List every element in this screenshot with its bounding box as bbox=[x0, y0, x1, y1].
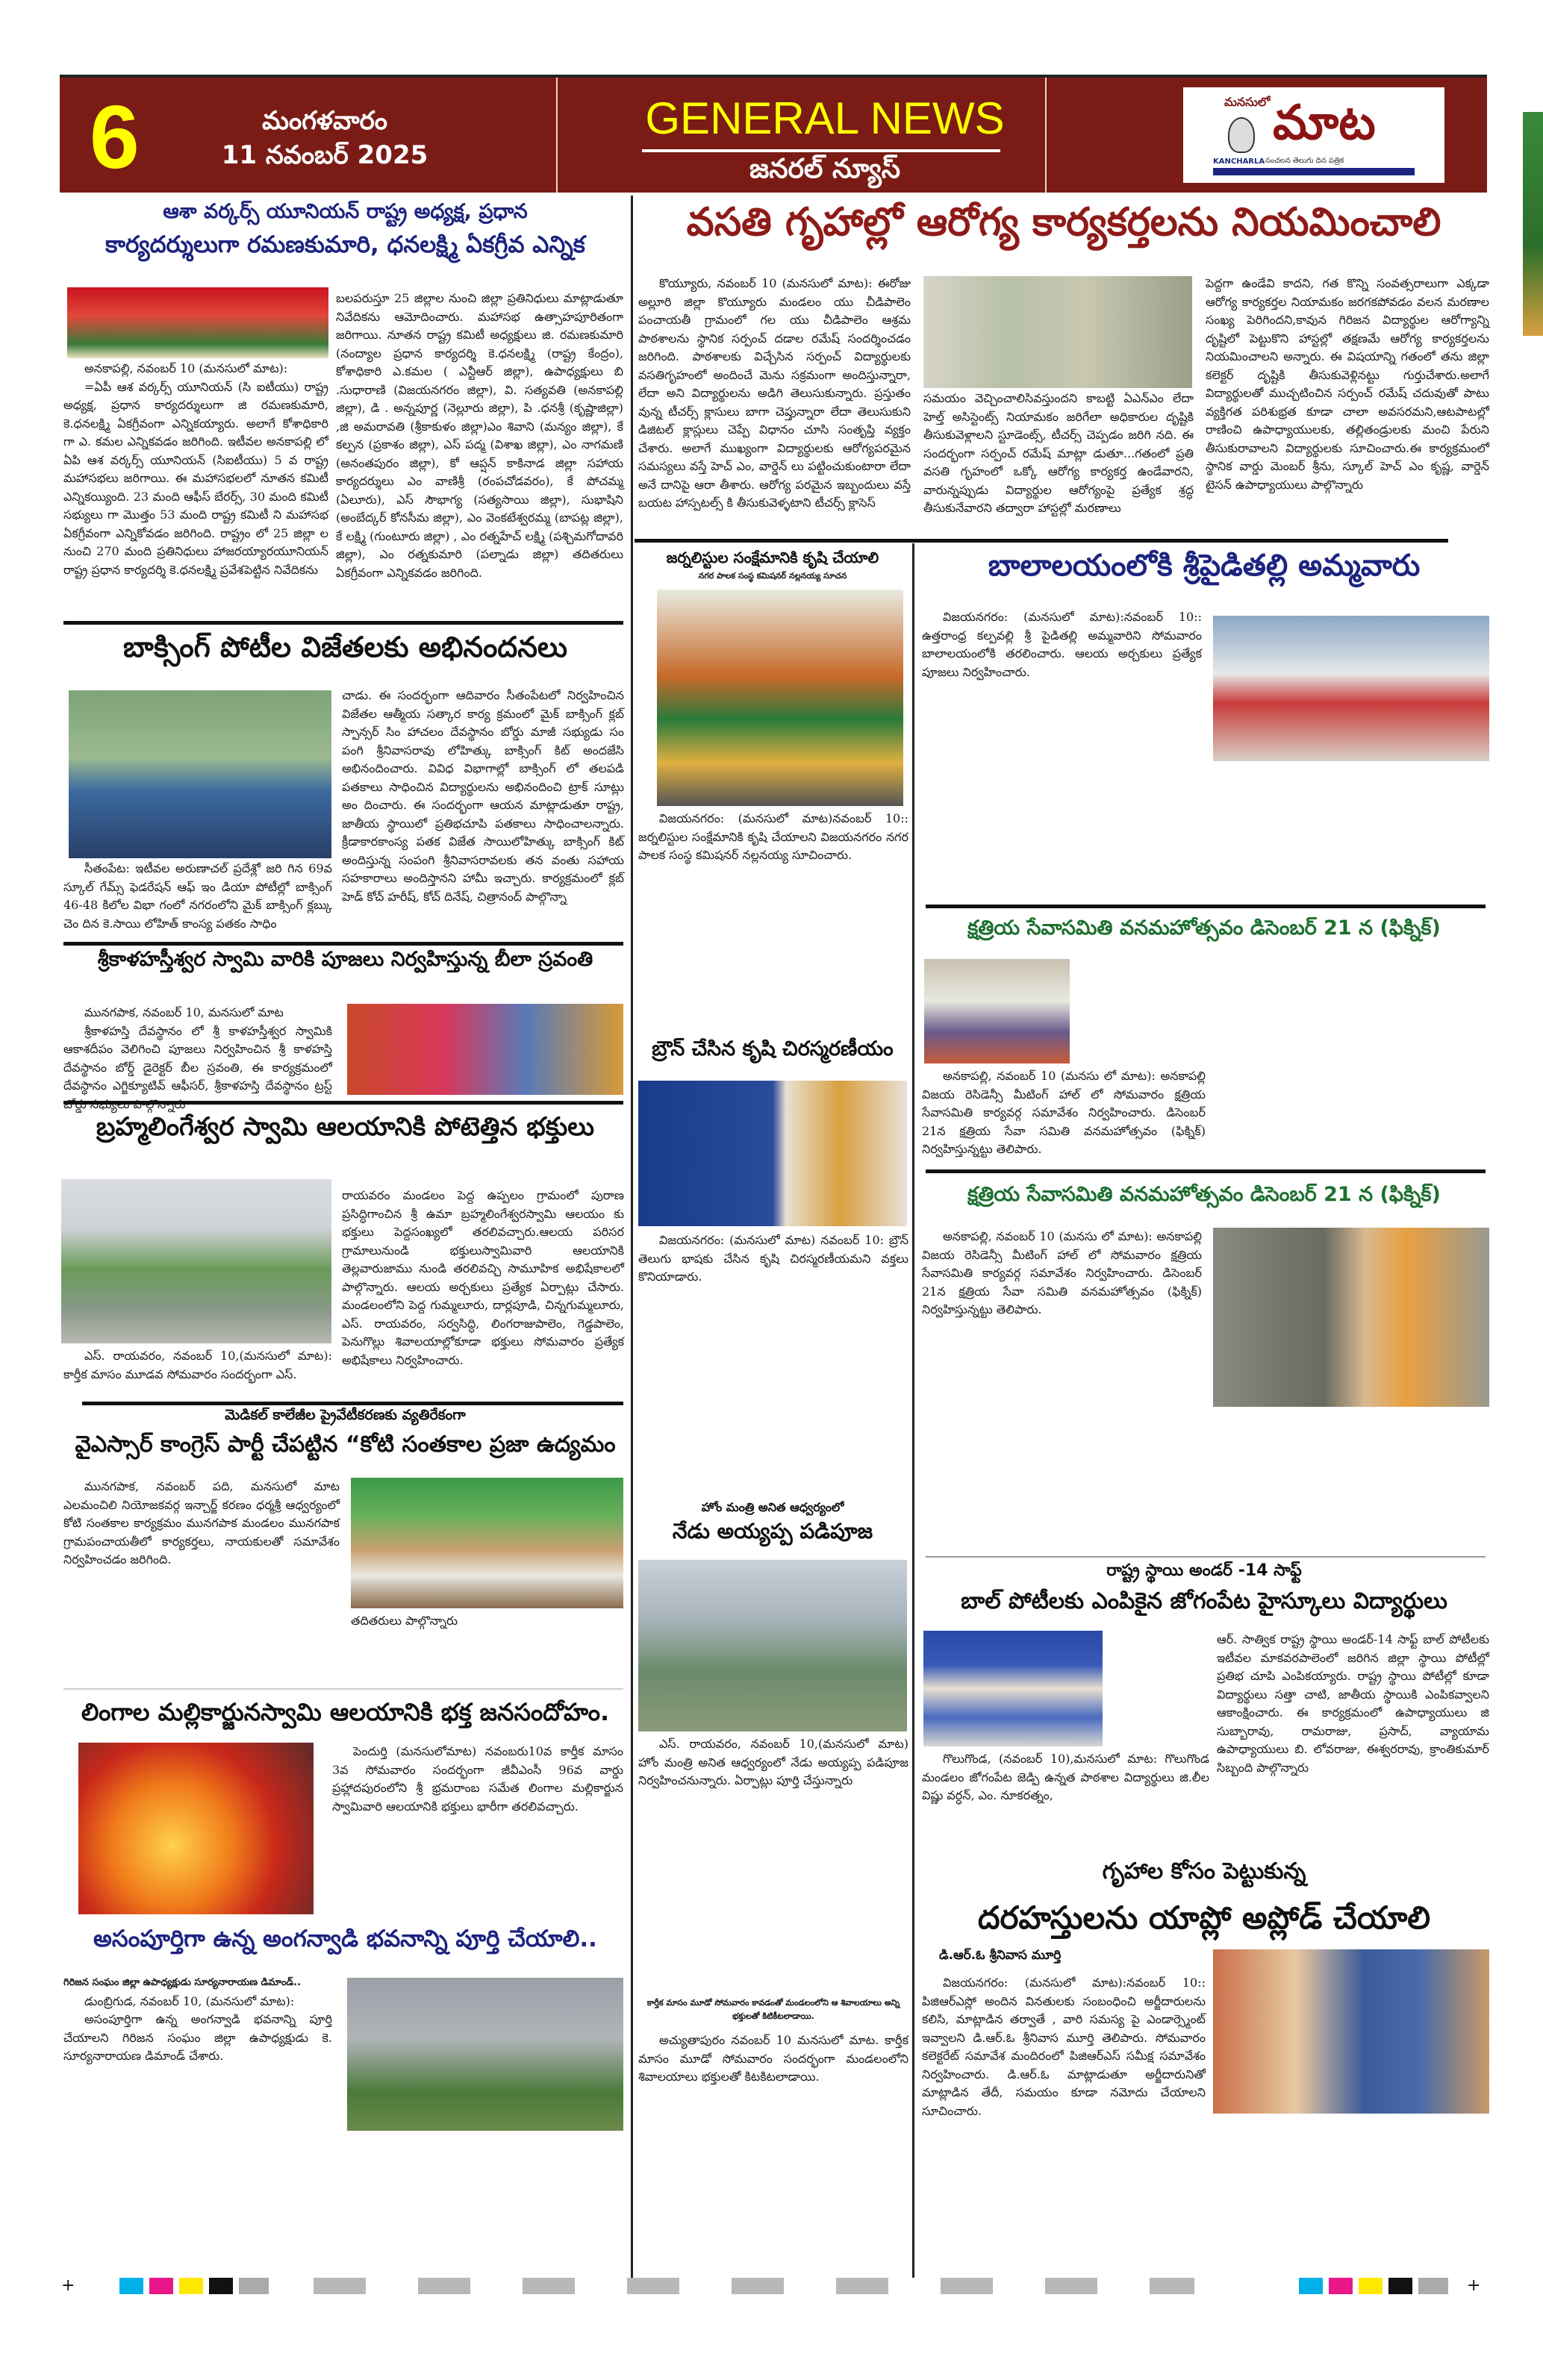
kshatriya2-photo bbox=[1213, 1228, 1489, 1407]
logo-bar bbox=[1213, 168, 1415, 175]
color-bar bbox=[1299, 2278, 1448, 2294]
divider bbox=[926, 1556, 1486, 1558]
anitha-text: ఎస్. రాయవరం, నవంబర్ 10,(మనసులో మాట) హోం మంత్రి అనిత ఆధ్వర్యంలో నేడు అయ్యప్ప పడిపూజ నిర్వహించనున్నారు. ఏర్పాట్లు పూర్తి చేస్తున్నారు bbox=[638, 1737, 908, 1787]
softball-headline: బాల్ పోటీలకు ఎంపికైన జోగంపేట హైస్కూలు విద్యార్థులు bbox=[961, 1588, 1447, 1614]
lingala-body bbox=[332, 1743, 623, 1914]
balalayam-text: విజయనగరం: (మనసులో మాట):నవంబర్ 10:: ఉత్తరాంధ్ర కల్పవల్లి శ్రీ పైడితల్లి అమ్మవారిని సోమవారం బాలాలయంలోకి తరలించారు. ఆలయ అర్చకులు ప్రత్యేక పూజలు నిర్వహించారు. bbox=[922, 610, 1202, 679]
softball-photo bbox=[923, 1631, 1103, 1746]
section-title-te: జనరల్ న్యూస్ bbox=[749, 154, 901, 184]
hostel-photo bbox=[923, 276, 1192, 388]
hostel-text: కొయ్యూరు, నవంబర్ 10 (మనసులో మాట): ఈరోజు అల్లూరి జిల్లా కొయ్యూరు మండలం యు చీడిపాలెం పంచాయతీ గ్రామంలో గల యు చీడిపాలెం ఆశ్రమ పాఠశాలను స్థానిక సర్పంచ్ దడాల రమేష్ సందర్శించడం జరిగింది. పాఠశాలకు విచ్చేసిన సర్పంచ్ విద్యార్థులకు వసతిగృహంలో అందించే మెను సక్రమంగా అందిస్తున్నారా, లేదా అని విద్యార్థులను అడిగి తెలుసుకున్నారు. ప్రస్తుతం వున్న టీచర్స్ క్లాసులు బాగా చెప్తున్నారా లేదా తెలుసుకుని డిజిటల్ క్లాస్లులు చెప్పే విధానం చూసి సంతృప్తి వ్యక్తం చేశారు. అలాగే ముఖ్యంగా విద్యార్థులకు ఆరోగ్యపరమైన సమస్యలు వస్తే హెచ్ ఎం, వార్డెన్ లు పట్టించుకుంటారా లేదా అనే దానిపై ఆరా తీశారు. ఆరోగ్య పరమైన ఇబ్బందులు వస్తే బయట హాస్పటల్స్ కి తీసుకువెళ్ళటాని టీచర్స్ క్లాసెస్ bbox=[638, 276, 911, 510]
divider bbox=[642, 149, 1000, 152]
hostel-headline: వసతి గృహాల్లో ఆరోగ్య కార్యకర్తలను నియమించాలి bbox=[686, 200, 1441, 245]
balalayam-photo bbox=[1213, 616, 1489, 761]
divider bbox=[63, 1101, 623, 1105]
grihala-kicker: గృహాల కోసం పెట్టుకున్న bbox=[1102, 1858, 1306, 1884]
anitha-headline: నేడు అయ్యప్ప పడిపూజ bbox=[672, 1519, 873, 1543]
logo-tagline: సంచలన తెలుగు దిన పత్రిక bbox=[1265, 157, 1344, 165]
grihala-headline: దరహస్తులను యాప్లో అప్లోడ్ చేయాలి bbox=[977, 1899, 1431, 1936]
kshatriya1-headline: క్షత్రియ సేవాసమితి వనమహోత్సవం డిసెంబర్ 21 న (ఫిక్నిక్) bbox=[967, 916, 1441, 940]
ysrcp-text: మునగపాక, నవంబర్ పది, మనసులో మాట ఎలమంచిలి నియోజకవర్గ ఇన్చార్జ్ కరణం ధర్మశ్రీ ఆధ్వర్యంలో కోటి సంతకాల కార్యక్రమం మునగపాక మండలం మునగపాక గ్రామపంచాయతీలో కార్యకర్తలు, నాయకులతో సమావేశం నిర్వహించడం జరిగింది. bbox=[63, 1479, 340, 1567]
brown-text: విజయనగరం: (మనసులో మాట) నవంబర్ 10: బ్రౌన్ తెలుగు భాషకు చేసిన కృషి చిరస్మరణీయమని వక్తలు కొనియాడారు. bbox=[638, 1233, 908, 1284]
softball-kicker: రాష్ట్ర స్థాయి అండర్ -14 సాఫ్ట్ bbox=[1106, 1561, 1302, 1580]
gray-bar bbox=[314, 2278, 1194, 2294]
brahma-photo bbox=[61, 1179, 331, 1343]
masthead bbox=[60, 75, 1487, 193]
srikalahasti-text: శ్రీకాళహస్తి దేవస్థానం లో శ్రీ కాళహస్తీశ్వర స్వామికి ఆకాశదీపం వెలిగించి పూజలు నిర్వహించిన శ్రీ కాళహస్తి దేవస్థానం బోర్డ్ డైరెక్టర్ బీల స్రవంతి, ఈ కార్యక్రమంలో దేవస్థానం ఎగ్జిక్యూటివ్ ఆఫీసర్, శ్రీకాళహస్తి దేవస్థానం ట్రస్ట్ bbox=[63, 1023, 332, 1093]
anganwadi-text: అసంపూర్తిగా ఉన్న అంగన్వాడి భవనాన్ని పూర్తి చేయాలని గిరిజన సంఘం జిల్లా ఉపాధ్యక్షుడు కె. సూర్యనారాయణ డిమాండ్ చేశారు. bbox=[63, 2012, 332, 2063]
divider bbox=[926, 905, 1486, 908]
brahma-caption bbox=[63, 1347, 332, 1388]
karthika-body bbox=[638, 2031, 908, 2274]
brahma-headline: బ్రహ్మలింగేశ్వర స్వామి ఆలయానికి పోటెత్తిన భక్తులు bbox=[96, 1112, 595, 1142]
asha-body-1 bbox=[63, 360, 328, 613]
column-rule bbox=[912, 543, 914, 2278]
page-number: 6 bbox=[90, 87, 140, 187]
journalists-subhead: నగర పాలక సంస్థ కమిషనర్ నల్లనయ్య సూచన bbox=[698, 571, 847, 581]
divider bbox=[63, 621, 623, 625]
brahma-body bbox=[342, 1187, 624, 1388]
column-rule bbox=[631, 196, 633, 2278]
grihala-body bbox=[922, 1974, 1206, 2276]
hostel-col-1 bbox=[638, 275, 911, 536]
divider bbox=[1045, 78, 1047, 193]
karthika-text: అచ్యుతాపురం నవంబర్ 10 మనసులో మాట. కార్తీక మాసం మూడో సోమవారం సందర్భంగా మండలంలోని శివాలయాలు భక్తులతో కిటకిటలాడాయి. bbox=[638, 2033, 908, 2084]
anitha-kicker: హోం మంత్రి అనిత ఆధ్వర్యంలో bbox=[701, 1500, 844, 1514]
boxing-caption bbox=[63, 860, 332, 936]
hostel-col-2 bbox=[923, 390, 1194, 536]
srikalahasti-photo bbox=[347, 1004, 623, 1095]
newspaper-logo bbox=[1183, 87, 1444, 183]
hostel-text: పెద్దగా ఉండేవి కాదని, గత కొన్ని సంవత్సరాలుగా ఎక్కడా ఆరోగ్య కార్యకర్తల నియామకం జరగకపోవడం వలన మరణాల సంఖ్య పెరిగిందని,కావున గిరిజన విద్యార్థుల ఆరోగ్యాన్ని దృష్టిలో పెట్టుకొని హాస్టల్లో తక్షణమే ఆరోగ్య కార్యకర్తలను నియమించాలని అన్నారు. ఈ విషయాన్ని గతంలో తను జిల్లా కలెక్టర్ దృష్టికి తీసుకువెళ్లినట్టు గుర్తుచేశారు.అలాగే విద్యార్థులతో ముచ్చటించిన సర్పంచ్ రమేష్ చదువుతో పాటు వ్యక్తిగత పరిశుభ్రత కూడా చాలా అవసరమని,ఆటపాటల్లో రాణించి ఉపాధ్యాయులకు, తల్లితండ్రులకు మంచి పేరుని తీసుకురావాలని విద్యార్థులకు సూచించారు.ఈ కార్యక్రమంలో స్థానిక వార్డు మెంబర్ శ్రీను, స్కూల్ హెచ్ ఎం కృష్ణ, వార్డెన్ టైసన్ ఉపాధ్యాయులు పాల్గొన్నారు bbox=[1206, 276, 1489, 492]
hostel-text: సమయం వెచ్చించాలిసివస్తుందని కాబట్టి ఏఎన్ఎం లేదా హెల్త్ అసిస్టెంట్స్ నియామకం జరిగేలా అధికారుల దృష్టికి తీసుకువెళ్లాలని స్టూడెంట్స్, టీచర్స్ చెప్పడం జరిగి నది. ఈ సందర్భంగా సర్పంచ్ రమేష్ మాట్లా డుతూ...గతంలో ప్రతి వసతి గృహంలో ఒక్కో ఆరోగ్య కార్యకర్త ఉండేవారని, వారున్నప్పుడు విద్యార్థుల ఆరోగ్యంపై ప్రత్యేక శ్రద్ధ తీసుకునేవారని తద్వారా హాస్టల్లో మరణాలు bbox=[923, 391, 1194, 515]
section-title-en: GENERAL NEWS bbox=[645, 93, 1005, 143]
brahma-caption-text: ఎస్. రాయవరం, నవంబర్ 10,(మనసులో మాట): కార్తీక మాసం మూడవ సోమవారం సందర్భంగా ఎస్. bbox=[63, 1349, 332, 1381]
brown-photo bbox=[638, 1081, 907, 1226]
lingala-text: పెందుర్తి (మనసులోమాట) నవంబరు10వ కార్తీక మాసం 3వ సోమవారం సందర్భంగా జీవీఎంసీ 96వ వార్డు ప్రహ్లాదపురంలోని శ్రీ భ్రమరాంబ సమేత లింగాల మల్లికార్జున స్వామివారి ఆలయానికి భక్తులు భారీగా తరలివచ్చారు. bbox=[332, 1744, 623, 1814]
boxing-text: చాడు. ఈ సందర్భంగా ఆదివారం సీతంపేటలో నిర్వహించిన విజేతల ఆత్మీయ సత్కార కార్య క్రమంలో మైక్ బాక్సింగ్ క్లబ్ స్పాన్సర్ సిం హాచలం దేవస్థానం బోర్డు మాజీ సభ్యుడు సం పంగి శ్రీనివాసరావు లోహిత్కు బాక్సింగ్ కిట్ అందజేసి అభినందించారు. వివిధ విభాగాల్లో బాక్సింగ్ లో తలపడి పతకాలు సాధించిన విద్యార్థులను అభినందించి ట్రాక్ సూట్లు అం దించారు. ఈ సందర్భంగా ఆయన మాట్లాడుతూ రాష్ట్ర, జాతీయ స్థాయిలో ప్రతిభచూపి పతకాలు సాధించాలన్నారు. క్రీడాకారకాంస్య పతక విజేత సాయిలోహిత్కు బాక్సింగ్ కిట్ అందిస్తున్న సంపంగి శ్రీనివాసరావలకు తన వంతు సహాయ సహకారాలు అందిస్తానని హామీ ఇచ్చారు. కార్యక్రమంలో క్లబ్ హెడ్ కోచ్ హరీష్, కోచ్ దినేష్, చిత్రానంద్ పాల్గొన్నా bbox=[342, 688, 624, 904]
weekday: మంగళవారం bbox=[262, 106, 387, 136]
lingala-photo bbox=[78, 1743, 314, 1914]
founder-portrait-icon bbox=[1228, 117, 1255, 153]
asha-headline: కార్యదర్శులుగా రమణకుమారి, ధనలక్ష్మి ఏకగ్రీవ ఎన్నిక bbox=[105, 231, 585, 258]
ysrcp-caption bbox=[351, 1612, 623, 1679]
anganwadi-body bbox=[63, 1974, 332, 2273]
journalists-body bbox=[638, 810, 908, 1026]
ysrcp-body bbox=[63, 1478, 340, 1679]
anitha-photo bbox=[638, 1560, 907, 1731]
kshatriya1-body-left bbox=[922, 1067, 1206, 1161]
boxing-caption-text: సీతంపేట: ఇటీవల అరుణాచల్ ప్రదేశ్లో జరి గిన 69వ స్కూల్ గేమ్స్ ఫెడరేషన్ ఆఫ్ ఇం డియా పోటీల్లో బాక్సింగ్ 46-48 కిలోల విభా గంలో నగరంలోని మైక్ బాక్సింగ్ క్లబ్కు చెం దిన కె.సాయి లోహిత్ కాంస్య పతకం సాధిం bbox=[63, 861, 332, 931]
date-block bbox=[216, 104, 433, 172]
divider bbox=[556, 78, 558, 193]
ysrcp-kicker: మెడికల్ కాలేజీల ప్రైవేటీకరణకు వ్యతిరేకంగా bbox=[225, 1407, 466, 1423]
srikalahasti-headline: శ్రీకాళహస్తీశ్వర స్వామి వారికి పూజలు నిర్వహిస్తున్న బీలా స్రవంతి bbox=[97, 948, 593, 971]
softball-text: ఆర్. సాత్విక రాష్ట్ర స్థాయి అండర్-14 సాఫ్ట్ బాల్ పోటీలకు ఇటీవల మాకవరపాలెంలో జరిగిన జిల్లా స్థాయి పోటీల్లో ప్రతిభ చూపి ఎంపికయ్యారు. రాష్ట్ర స్థాయి పోటీల్లో కూడా విద్యార్థులు సత్తా చాటి, జాతీయ స్థాయికి ఎంపికవ్వాలని ఆకాంక్షించారు. ఈ కార్యక్రమంలో ఉపాధ్యాయులు జి సుబ్బారావు, రామరాజు, ప్రసాద్, వ్యాయామ ఉపాధ్యాయులు బి. లోవరాజు, ఈశ్వరరావు, క్రాంతికుమార్ సిబ్బంది పాల్గొన్నారు bbox=[1217, 1632, 1489, 1775]
anganwadi-headline: అసంపూర్తిగా ఉన్న అంగన్వాడి భవనాన్ని పూర్తి చేయాలి.. bbox=[93, 1925, 597, 1952]
journalists-headline: జర్నలిస్టుల సంక్షేమానికి కృషి చేయాలి bbox=[666, 549, 879, 566]
divider bbox=[635, 539, 1448, 543]
asha-body-2 bbox=[336, 290, 623, 610]
date: 11 నవంబర్ 2025 bbox=[221, 140, 428, 170]
journalists-photo bbox=[657, 590, 903, 806]
asha-dateline: అనకాపల్లి, నవంబర్ 10 (మనసులో మాట): bbox=[84, 361, 288, 375]
srikalahasti-body bbox=[63, 1004, 332, 1097]
balalayam-body bbox=[922, 608, 1202, 888]
journalists-text: విజయనగరం: (మనసులో మాట)నవంబర్ 10:: జర్నలిస్టుల సంక్షేమానికి కృషి చేయాలని విజయనగరం నగర పాలక సంస్థ కమిషనర్ నల్లనయ్య సూచించారు. bbox=[638, 811, 908, 862]
softball-body-right bbox=[1217, 1631, 1489, 1840]
balalayam-headline: బాలాలయంలోకి శ్రీపైడితల్లి అమ్మవారు bbox=[988, 549, 1421, 583]
karthika-kicker: కార్తీక మాసం మూడో సోమవారం కావడంతో మండలంలోని ఆ శివాలయాలు అన్ని భక్తులతో కిటికీటలాడాయి. bbox=[646, 1998, 900, 2021]
kshatriya2-headline: క్షత్రియ సేవాసమితి వనమహోత్సవం డిసెంబర్ 21 న (ఫిక్నిక్) bbox=[967, 1183, 1441, 1206]
kshatriya2-text: అనకాపల్లి, నవంబర్ 10 (మనసు లో మాట): అనకాపల్లి విజయ రెసిడెన్సీ మీటింగ్ హాల్ లో సోమవారం క్షత్రియ సేవాసమితి కార్యవర్గ సమావేశం నిర్వహించారు. డిసెంబర్ 21న క్షత్రియ సేవా సమితి వనమహోత్సవం (ఫిక్నిక్) నిర్వహిస్తున్నట్టు తెలిపారు. bbox=[922, 1229, 1202, 1317]
grihala-byline: డి.ఆర్.ఓ శ్రీనివాస మూర్తి bbox=[939, 1948, 1062, 1963]
anganwadi-subhead: గిరిజన సంఘం జిల్లా ఉపాధ్యక్షుడు సూర్యనారాయణ డిమాండ్.. bbox=[63, 1977, 302, 1988]
anganwadi-photo bbox=[347, 1978, 623, 2131]
asha-kicker: ఆశా వర్కర్స్ యూనియన్ రాష్ట్ర అధ్యక్ష, ప్రధాన bbox=[163, 200, 528, 223]
logo-main: మాట bbox=[1273, 96, 1376, 151]
grihala-photo bbox=[1213, 1949, 1489, 2114]
srikalahasti-dateline: మునగపాక, నవంబర్ 10, మనసులో మాట bbox=[84, 1005, 284, 1019]
kshatriya2-body bbox=[922, 1228, 1202, 1549]
softball-text: గొలుగొండ, (నవంబర్ 10),మనసులో మాట: గొలుగొండ మండలం జోగంపేట జెడ్పి ఉన్నత పాఠశాల విద్యార్థులు జి.లీల విష్ణు వర్ధన్, ఎం. నూకరత్నం, bbox=[922, 1752, 1209, 1802]
divider bbox=[926, 1169, 1486, 1173]
boxing-headline: బాక్సింగ్ పోటీల విజేతలకు అభినందనలు bbox=[123, 631, 567, 663]
color-bar bbox=[119, 2278, 269, 2294]
brown-body bbox=[638, 1231, 908, 1485]
edge-decoration bbox=[1523, 112, 1543, 336]
hostel-col-3 bbox=[1206, 275, 1489, 536]
registration-mark-icon: + bbox=[61, 2276, 75, 2295]
asha-text: =ఏపీ ఆశ వర్కర్స్ యూనియన్ (సి ఐటీయు) రాష్ట్ర అధ్యక్ష, ప్రధాన కార్యదర్శులుగా జి రమణకుమారి, కె.ధనలక్ష్మి ఏకగ్రీవంగా ఎన్నికయ్యారు. అలాగే కోశాధికారి గా ఎ. కమల ఎన్నికవడం జరిగింది. ఇటీవల అనకాపల్లి లో ఏపి ఆశ వర్కర్స్ యూనియన్ (సిఐటీయు) 5 వ రాష్ట్ర మహాసభలు జరిగాయి. ఈ మహాసభలలో నూతన కమిటీ ఎన్నికయ్యింది. 23 మంది ఆఫీస్ బేరర్స్, 30 మంది కమిటీ సభ్యులు గా మొత్తం 53 మంది రాష్ట్ర కమిటీ ని మహాసభ ఏకగ్రీవంగా ఎన్నికోవడం జరిగింది. రాష్ట్రం లో 25 జిల్లా ల నుంచి 270 మంది ప్రతినిధులు హాజరయ్యారయూనియన్ రాష్ట్ర ప్రధాన కార్యదర్శి కె.ధనలక్ష్మి ప్రవేశపెట్టిన నివేదికను bbox=[63, 379, 328, 577]
brahma-text: రాయవరం మండలం పెద్ద ఉప్పలం గ్రామంలో పురాణ ప్రసిద్ధిగాంచిన శ్రీ ఉమా బ్రహ్మలింగేశ్వరస్వామి ఆలయం కు భక్తులు పెద్దసంఖ్యలో తరలివచ్చారు.ఆలయ పరిసర గ్రామాలునుండి భక్తులుస్వామివారి ఆలయానికి తెల్లవారుజాము నుండి తరలివచ్చి సామూహిక అభిషేకాలలో పాల్గొన్నారు. ఆలయ అర్చకులు ప్రత్యేక ఏర్పాట్లు చేసారు. మండలంలోని పెద్ద గుమ్మలూరు, దార్లపూడి, చిన్నగుమ్మలూరు, ఎస్. రాయవరం, సర్వసిద్ధి, లింగరాజుపాలెం, గెడ్డపాలెం, పెనుగొల్లు శివాలయాల్లోకూడా భక్తులు సోమవారం ప్రత్యేక అభిషేకాలు నిర్వహించారు. bbox=[342, 1188, 624, 1367]
divider bbox=[63, 1688, 623, 1690]
softball-body-left bbox=[922, 1750, 1209, 1840]
boxing-photo bbox=[69, 690, 331, 858]
brown-headline: బ్రౌన్ చేసిన కృషి చిరస్మరణీయం bbox=[652, 1037, 894, 1061]
asha-text: బలపరుస్తూ 25 జిల్లాల నుంచి జిల్లా ప్రతినిధులు మాట్లాడుతూ నివేదికను ఆమోదించారు. మహాసభ ఉత్సాహపూరితంగా జరిగాయి. నూతన రాష్ట్ర కమిటీ అధ్యక్షులు జి. రమణకుమారి (నంద్యాల ప్రధాన కార్యదర్శి కె.ధనలక్ష్మి (రాష్ట్ర కేంద్రం), కోశాధికారి ఎ.కమల ( ఎన్టీఆర్ జిల్లా), ఉపాధ్యక్షులు బి .సుధారాణి (విజయనగరం జిల్లా), వి. సత్యవతి (అనకాపల్లి జిల్లా), డి . అన్నపూర్ణ (నెల్లూరు జిల్లా), పి .ధనశ్రీ (కృష్ణాజిల్లా) ,జి అమరావతి (శ్రీకాకుళం జిల్లా)ఎం శివాని (మన్యం జిల్లా), కే కల్పన (ప్రకాశం జిల్లా), ఎస్ పద్మ (విశాఖ జిల్లా), ఎం నాగమణి (అనంతపురం జిల్లా), కో ఆప్షన్ కాకినాడ జిల్లా సహాయ కార్యదర్శులు ఎం వాణిశ్రీ (రంపచోడవరం), కే పోచమ్మ (ఏలూరు), ఎస్ సౌభాగ్య (సత్యసాయి జిల్లా), సుభాషిని (అంబేద్కర్ కోనసీమ జిల్లా), ఎం వెంకటేశ్వరమ్మ (బాపట్ల జిల్లా), కే లక్ష్మి (గుంటూరు జిల్లా) , ఎం రత్నహేచ్ లక్ష్మి (పశ్చిమగోదావరి జిల్లా), ఎం రత్నకుమారి (పల్నాడు జిల్లా) తదితరులు ఏకగ్రీవంగా ఎన్నికవడం జరిగింది. bbox=[336, 291, 623, 580]
anganwadi-dateline: డుంబ్రిగుడ, నవంబర్ 10, (మనసులో మాట): bbox=[84, 1993, 295, 2008]
logo-small: మనసులో bbox=[1224, 95, 1271, 109]
asha-photo bbox=[67, 287, 328, 358]
logo-brand: KANCHARLA bbox=[1213, 157, 1265, 166]
kshatriya1-text: అనకాపల్లి, నవంబర్ 10 (మనసు లో మాట): అనకాపల్లి విజయ రెసిడెన్సీ మీటింగ్ హాల్ లో సోమవారం క్షత్రియ సేవాసమితి కార్యవర్గ సమావేశం నిర్వహించారు. డిసెంబర్ 21న క్షత్రియ సేవా సమితి వనమహోత్సవం (ఫిక్నిక్) నిర్వహిస్తున్నట్టు తెలిపారు. bbox=[922, 1069, 1206, 1156]
kshatriya1-photo bbox=[924, 959, 1070, 1063]
registration-mark-icon: + bbox=[1467, 2276, 1481, 2295]
kshatriya1-body-right bbox=[1213, 955, 1489, 1161]
anitha-body bbox=[638, 1735, 908, 1967]
grihala-text: విజయనగరం: (మనసులో మాట):నవంబర్ 10:: పిజిఆర్ఎస్లో అందిన వినతులకు సంబంధించి అర్జీదారులను కలిసి, మాట్లాడిన తర్వాతే , వారి సమస్య పై ఎండార్స్మెంట్ ఇవ్వాలని డి.ఆర్.ఓ శ్రీనివాస మూర్తి తెలిపారు. సోమవారం కలెక్టరేట్ సమావేశ మందిరంలో పిజిఆర్ఎస్ సమీక్ష సమావేశం నిర్వహించారు. డి.ఆర్.ఓ మాట్లాడుతూ అర్జీదారునితో మాట్లాడిన తేదీ, సమయం కూడా నమోదు చేయాలని సూచించారు. bbox=[922, 1975, 1206, 2118]
boxing-body bbox=[342, 687, 624, 937]
ysrcp-caption-text: తదితరులు పాల్గొన్నారు bbox=[351, 1614, 458, 1628]
divider bbox=[63, 942, 623, 946]
divider bbox=[82, 1402, 623, 1405]
ysrcp-headline: వైఎస్సార్ కాంగ్రెస్ పార్టీ చేపట్టిన “కోటి సంతకాల ప్రజా ఉద్యమం bbox=[75, 1431, 616, 1458]
ysrcp-photo bbox=[351, 1478, 623, 1608]
lingala-headline: లింగాల మల్లికార్జునస్వామి ఆలయానికి భక్త జనసందోహం. bbox=[81, 1698, 610, 1726]
